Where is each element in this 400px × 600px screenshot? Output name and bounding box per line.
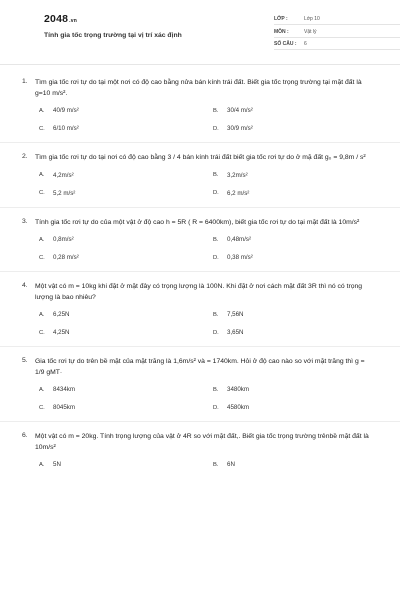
option-letter: C.: [39, 329, 45, 336]
logo-main-text: 2048: [44, 13, 69, 25]
question-5: [22, 357, 378, 422]
question-1: [22, 78, 378, 143]
option-text: 30/9 m/s²: [227, 125, 253, 132]
question-divider: [0, 346, 400, 347]
meta-value: Lớp 10: [304, 16, 320, 22]
option-letter: A.: [39, 386, 45, 393]
answer-option-c[interactable]: [39, 124, 213, 133]
option-text: 7,56N: [227, 311, 244, 318]
answer-options: [39, 235, 378, 262]
answer-option-a[interactable]: [39, 235, 213, 244]
header-divider: [0, 64, 400, 65]
answer-options: [39, 171, 378, 198]
answer-option-a[interactable]: [39, 460, 213, 469]
answer-options: [39, 106, 378, 133]
option-text: 4,2m/s²: [53, 171, 74, 179]
meta-value: 6: [304, 41, 307, 47]
option-text: 5N: [53, 461, 61, 468]
option-letter: D.: [213, 254, 219, 261]
question-divider: [0, 142, 400, 143]
option-text: 40/9 m/s²: [53, 107, 79, 114]
meta-row-subject: [274, 27, 400, 38]
answer-option-d[interactable]: [213, 124, 387, 133]
meta-row-count: [274, 39, 400, 50]
option-text: 6/10 m/s²: [53, 125, 79, 132]
option-letter: A.: [39, 107, 45, 114]
answer-option-d[interactable]: [213, 189, 387, 198]
question-text: Gia tốc rơi tự do trên bề mặt của mặt trăng là 1,6m/s² và = 1740km. Hỏi ở độ cao nào so với mặt trăng thì g = 1/9 gMT·: [35, 358, 365, 376]
option-text: 0,38 m/s²: [227, 254, 253, 261]
question-number: 3.: [22, 217, 28, 225]
answer-option-d[interactable]: [213, 403, 387, 412]
question-divider: [0, 421, 400, 422]
option-letter: B.: [213, 107, 219, 114]
answer-option-c[interactable]: [39, 328, 213, 337]
worksheet-header: [22, 0, 378, 60]
meta-label: SỐ CÂU :: [274, 41, 297, 47]
option-letter: B.: [213, 172, 219, 178]
question-text: Tìm gia tốc rơi tự do tại một nơi có độ cao bằng nửa bán kính trái đất. Biết gia tốc trọng trường tại mặt đất là g=10 m/s².: [35, 79, 362, 97]
question-text: Tính gia tốc rơi tự do của một vật ở độ cao h = 5R ( R = 6400km), biết gia tốc rơi tự do tại mặt đất là 10m/s²: [35, 218, 360, 226]
question-number: 5.: [22, 357, 28, 364]
question-6: [22, 432, 378, 469]
answer-option-d[interactable]: [213, 253, 387, 262]
answer-options: [39, 385, 378, 412]
option-letter: D.: [213, 404, 219, 411]
option-letter: B.: [213, 386, 219, 393]
option-letter: B.: [213, 461, 219, 468]
answer-option-b[interactable]: [213, 235, 387, 244]
answer-option-b[interactable]: [213, 171, 387, 180]
option-text: 0,8m/s²: [53, 236, 74, 243]
option-text: 3,2m/s²: [227, 171, 248, 179]
option-text: 8045km: [53, 404, 76, 411]
option-text: 6,25N: [53, 311, 70, 318]
answer-option-b[interactable]: [213, 106, 387, 115]
option-text: 4,25N: [53, 329, 70, 336]
option-letter: A.: [39, 172, 45, 178]
question-4: [22, 282, 378, 347]
answer-option-b[interactable]: [213, 385, 387, 394]
option-text: 4580km: [227, 404, 250, 411]
question-number: 6.: [22, 432, 28, 439]
option-letter: B.: [213, 311, 219, 318]
option-letter: C.: [39, 190, 45, 196]
question-number: 2.: [22, 153, 28, 160]
answer-option-a[interactable]: [39, 106, 213, 115]
worksheet-meta: [274, 14, 400, 52]
option-letter: C.: [39, 254, 45, 261]
answer-option-c[interactable]: [39, 189, 213, 198]
option-text: 3480km: [227, 386, 250, 393]
option-text: 8434km: [53, 386, 76, 393]
question-text: Tìm gia tốc rơi tự do tại nơi có độ cao bằng 3 / 4 bán kính trái đất biết gia tốc rơi tự do ở mặ đất g₀ = 9,8m / s²: [35, 154, 366, 161]
answer-option-d[interactable]: [213, 328, 387, 337]
option-text: 3,65N: [227, 329, 244, 336]
meta-value: Vật lý: [304, 28, 317, 35]
option-letter: B.: [213, 236, 219, 243]
logo-sub-text: .vn: [69, 18, 77, 24]
site-logo[interactable]: [44, 13, 77, 25]
option-text: 6,2 m/s²: [227, 189, 250, 197]
question-text: Một vật có m = 20kg. Tính trọng lượng của vật ở 4R so với mặt đất,. Biết gia tốc trọng trường trênbề mặt đất là 10m/s²: [35, 433, 369, 451]
answer-options: [39, 310, 378, 337]
answer-options: [39, 460, 378, 469]
option-letter: A.: [39, 311, 45, 318]
answer-option-b[interactable]: [213, 460, 387, 469]
option-text: 6N: [227, 461, 235, 468]
option-text: 0,48m/s²: [227, 236, 252, 243]
answer-option-a[interactable]: [39, 385, 213, 394]
answer-option-a[interactable]: [39, 310, 213, 319]
worksheet-title: Tính gia tốc trọng trường tại vị trí xác định: [44, 32, 182, 39]
answer-option-c[interactable]: [39, 403, 213, 412]
answer-option-b[interactable]: [213, 310, 387, 319]
question-divider: [0, 271, 400, 272]
answer-option-a[interactable]: [39, 171, 213, 180]
question-divider: [0, 207, 400, 208]
option-text: 5,2 m/s²: [53, 189, 76, 197]
question-3: [22, 218, 378, 273]
option-letter: D.: [213, 329, 219, 336]
option-letter: A.: [39, 236, 45, 243]
option-letter: C.: [39, 125, 45, 132]
question-2: [22, 153, 378, 208]
question-number: 1.: [22, 78, 28, 85]
option-letter: A.: [39, 461, 45, 468]
answer-option-c[interactable]: [39, 253, 213, 262]
question-number: 4.: [22, 282, 28, 289]
option-letter: C.: [39, 404, 45, 411]
question-text: Một vật có m = 10kg khi đặt ở mặt đây có trọng lượng là 100N. Khi đặt ở nơi cách mặt đất 3R thì nó có trọng lượng là bao nhiêu?: [35, 283, 363, 301]
option-text: 30/4 m/s²: [227, 107, 253, 114]
option-letter: D.: [213, 190, 219, 196]
meta-row-class: [274, 14, 400, 25]
meta-label: LỚP :: [274, 16, 288, 22]
option-letter: D.: [213, 125, 219, 132]
question-list: [22, 78, 378, 479]
meta-label: MÔN :: [274, 28, 289, 35]
option-text: 0,28 m/s²: [53, 254, 79, 261]
